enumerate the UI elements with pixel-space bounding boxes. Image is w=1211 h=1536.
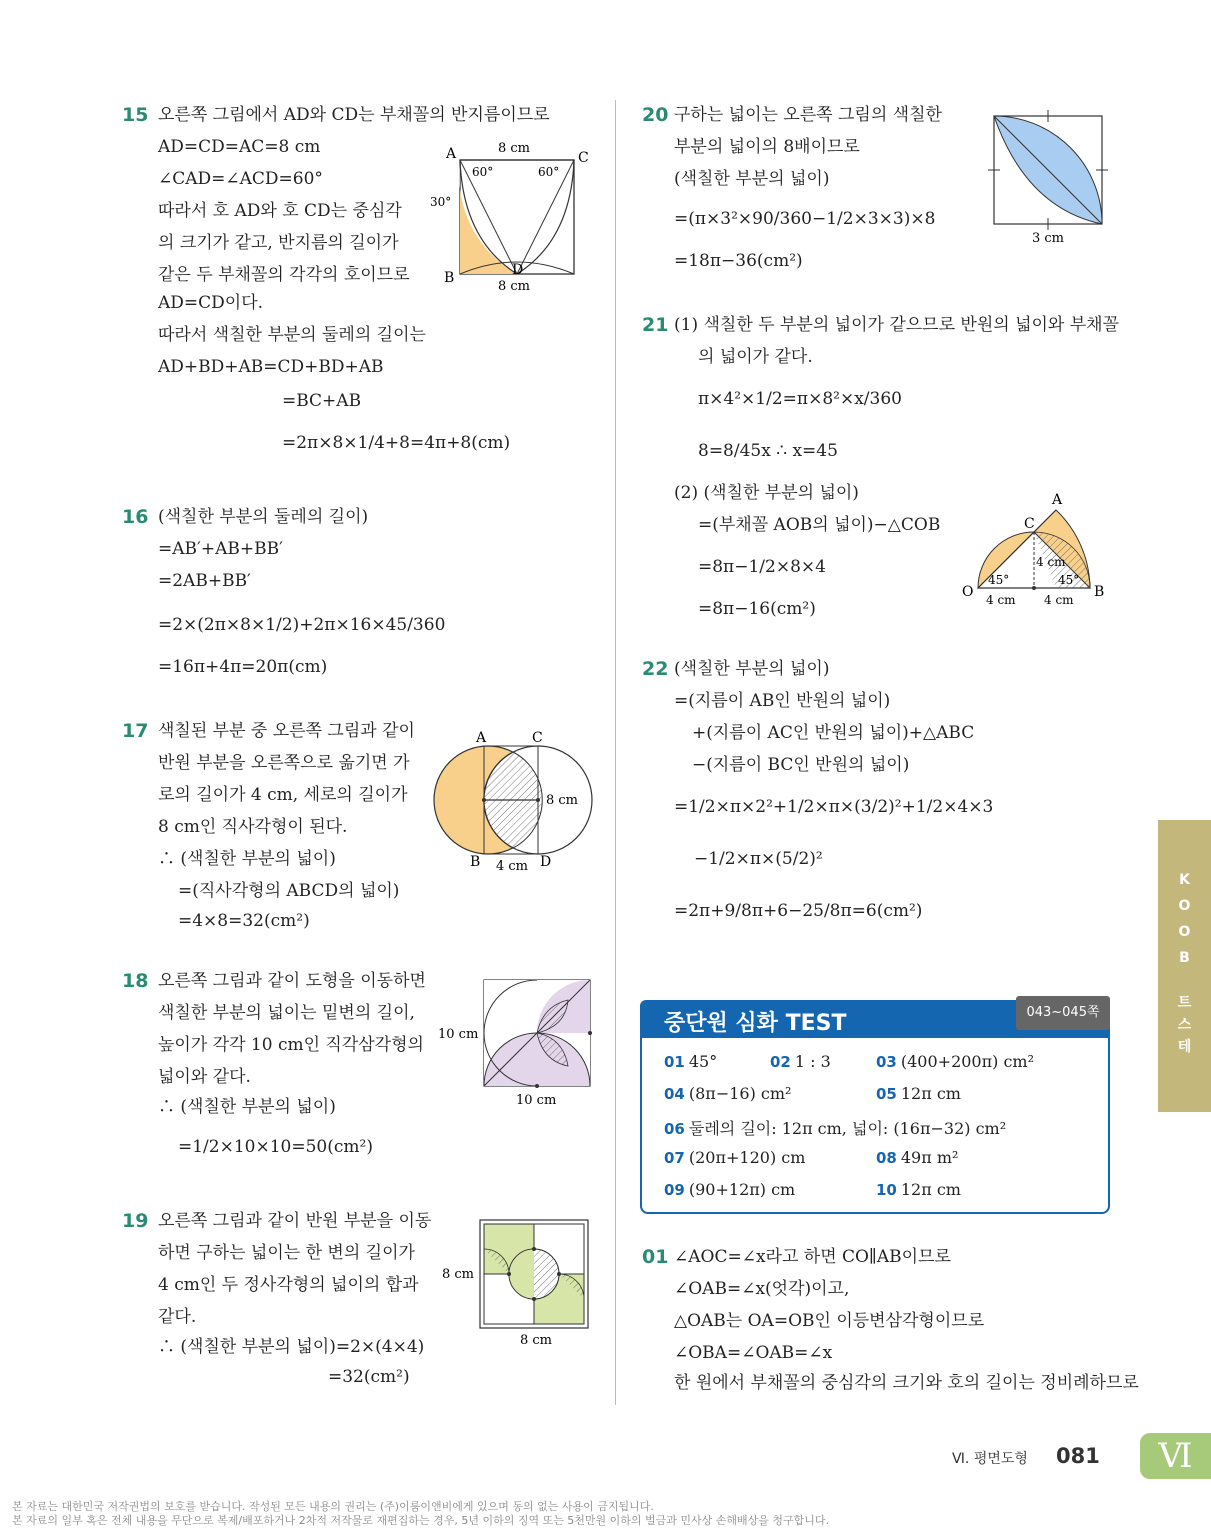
text-line: (색칠한 부분의 둘레의 길이) [158,507,369,527]
label-h: 4 cm [1036,555,1066,569]
text-line: 같은 두 부채꼴의 각각의 호이므로 [158,265,410,285]
label-bottom: 3 cm [1032,231,1065,244]
text-line: (1) 색칠한 두 부분의 넓이가 같으므로 반원의 넓이와 부채꼴 [674,315,1120,335]
answer-number: 04 [664,1085,685,1103]
problem-number: 20 [642,104,669,126]
problem-number: 01 [642,1246,669,1268]
text-line: −1/2×π×(5/2)² [694,849,823,869]
answer-number: 06 [664,1120,685,1138]
text-line: 반원 부분을 오른쪽으로 옮기면 가 [158,753,410,773]
problem-number: 16 [122,506,149,528]
answer-07 [664,1148,805,1167]
problem-21 [642,314,1120,624]
answer-08 [876,1148,958,1167]
label-d: D [540,854,552,870]
text-line: ∠AOC=∠x라고 하면 CO∥AB이므로 [674,1247,951,1267]
answer-number: 05 [876,1085,897,1103]
side-tab-char: 트 [1177,995,1192,1011]
text-line: (색칠한 부분의 넓이) [674,659,830,679]
text-line: 넓이와 같다. [158,1067,251,1087]
label-a: A [476,730,487,746]
text-line: (2) (색칠한 부분의 넓이) [674,483,859,503]
label-angle2: 60° [538,165,560,179]
label-angle3: 30° [430,195,452,209]
side-tab-char: O [1178,898,1191,914]
answer-value: 1 : 3 [794,1052,831,1071]
figure-20 [986,108,1112,244]
answer-number: 08 [876,1149,897,1167]
text-line: =18π−36(cm²) [674,251,803,271]
text-line: =16π+4π=20π(cm) [158,657,328,677]
chapter-badge: Ⅵ [1140,1433,1211,1479]
label-r: 4 cm [1044,593,1074,607]
text-line: =4×8=32(cm²) [178,911,310,931]
answer-value: (8π−16) cm² [688,1084,792,1103]
text-line: 오른쪽 그림과 같이 반원 부분을 이동 [158,1211,432,1231]
answer-value: (20π+120) cm [688,1148,806,1167]
text-line: 의 크기가 같고, 반지름의 길이가 [158,233,399,253]
figure-18 [438,976,598,1106]
label-c: C [1024,516,1035,532]
answer-value: 둘레의 길이: 12π cm, 넓이: (16π−32) cm² [688,1119,1007,1138]
text-line: 따라서 색칠한 부분의 둘레의 길이는 [158,325,426,345]
text-line: =2π×8×1/4+8=4π+8(cm) [282,433,511,453]
text-line: +(지름이 AC인 반원의 넓이)+△ABC [692,723,975,743]
label-a: A [1052,492,1063,508]
test-title: 중단원 심화 TEST [664,1011,847,1036]
text-line: ∠OBA=∠OAB=∠x [674,1343,833,1363]
label-side: 8 cm [442,1267,475,1282]
text-line: 8=8/45x ∴ x=45 [698,441,838,461]
answer-value: (90+12π) cm [688,1180,796,1199]
problem-number: 19 [122,1210,149,1232]
text-line: ∴ (색칠한 부분의 넓이) [158,1097,336,1117]
label-top: 8 cm [498,141,531,156]
text-line: AD+BD+AB=CD+BD+AB [158,357,384,377]
problem-18 [122,970,592,1170]
text-line: ∠CAD=∠ACD=60° [158,169,323,189]
problem-22 [642,658,1112,938]
answer-01 [664,1052,717,1071]
label-c: C [578,150,589,166]
text-line: =(부채꼴 AOB의 넓이)−△COB [698,515,941,535]
label-d: D [512,262,524,278]
figure-15 [430,140,592,290]
text-line: =8π−16(cm²) [698,599,816,619]
answer-number: 01 [664,1053,685,1071]
label-bottom: 10 cm [516,1093,557,1106]
text-line: 색칠된 부분 중 오른쪽 그림과 같이 [158,721,415,741]
label-c: C [532,730,543,746]
side-tab-char: B [1179,950,1190,966]
column-divider [615,100,616,1405]
problem-17 [122,720,592,940]
answer-04 [664,1084,791,1103]
answer-value: 12π cm [900,1084,961,1103]
text-line: 구하는 넓이는 오른쪽 그림의 색칠한 [674,105,942,125]
page-number: 081 [1056,1444,1100,1468]
answer-number: 02 [770,1053,791,1071]
text-line: 따라서 호 AD와 호 CD는 중심각 [158,201,402,221]
text-line: (색칠한 부분의 넓이) [674,169,830,189]
text-line: =(π×3²×90/360−1/2×3×3)×8 [674,209,936,229]
problem-20 [642,104,1112,284]
text-line: 로의 길이가 4 cm, 세로의 길이가 [158,785,408,805]
label-o: O [962,584,974,600]
answer-number: 07 [664,1149,685,1167]
problem-number: 15 [122,104,149,126]
problem-number: 22 [642,658,669,680]
text-line: AD=CD=AC=8 cm [158,137,321,157]
text-line: =32(cm²) [328,1367,410,1387]
text-line: −(지름이 BC인 반원의 넓이) [692,755,910,775]
label-angle1: 60° [472,165,494,179]
label-angle2: 45° [1058,573,1080,587]
label-bottom: 4 cm [496,859,529,874]
figure-17 [428,726,604,876]
side-tab-char: 스 [1177,1017,1192,1033]
text-line: 부분의 넓이의 8배이므로 [674,137,860,157]
answer-number: 10 [876,1181,897,1199]
text-line: △OAB는 OA=OB인 이등변삼각형이므로 [674,1311,985,1331]
text-line: 8 cm인 직사각형이 된다. [158,817,348,837]
text-line: =(직사각형의 ABCD의 넓이) [178,881,400,901]
problem-01 [642,1246,1139,1406]
answer-value: 49π m² [900,1148,959,1167]
problem-15 [122,104,592,464]
side-tab-char: 테 [1177,1039,1192,1055]
problem-19 [122,1210,592,1410]
text-line: 한 원에서 부채꼴의 중심각의 크기와 호의 길이는 정비례하므로 [674,1373,1139,1393]
answer-10 [876,1180,961,1199]
text-line: 높이가 각각 10 cm인 직각삼각형의 [158,1035,424,1055]
problem-number: 21 [642,314,669,336]
label-angle1: 45° [988,573,1010,587]
problem-16 [122,506,592,686]
text-line: 같다. [158,1307,197,1327]
label-l: 4 cm [986,593,1016,607]
label-b: B [470,854,481,870]
text-line: =1/2×10×10=50(cm²) [178,1137,373,1157]
text-line: =2π+9/8π+6−25/8π=6(cm²) [674,901,923,921]
answer-09 [664,1180,795,1199]
text-line: ∴ (색칠한 부분의 넓이)=2×(4×4) [158,1337,425,1357]
answer-05 [876,1084,961,1103]
text-line: =2×(2π×8×1/2)+2π×16×45/360 [158,615,446,635]
copyright-notice-2: 본 자료의 일부 혹은 전체 내용을 무단으로 복제/배포하거나 2차적 저작물로 재편집하는 경우, 5년 이하의 징역 또는 5천만원 이하의 벌금과 민사상 손해배상을 청구합니다. [12,1514,830,1527]
text-line: 의 넓이가 같다. [698,347,813,367]
text-line: =2AB+BB′ [158,571,251,591]
figure-19 [440,1216,600,1346]
label-a: A [446,146,457,162]
test-answers-panel [640,1036,1110,1214]
section-label: Ⅵ. 평면도형 [952,1451,1028,1467]
side-tab-test-book [1158,820,1211,1112]
text-line: 하면 구하는 넓이는 한 변의 길이가 [158,1243,415,1263]
answer-value: 12π cm [900,1180,961,1199]
figure-21 [960,488,1112,614]
problem-number: 17 [122,720,149,742]
text-line: =(지름이 AB인 반원의 넓이) [674,691,891,711]
text-line: =1/2×π×2²+1/2×π×(3/2)²+1/2×4×3 [674,797,994,817]
mid-unit-test-box [640,1000,1110,1212]
page-reference-badge: 043~045쪽 [1016,996,1110,1030]
label-bottom: 8 cm [498,279,531,290]
label-bottom: 8 cm [520,1333,553,1346]
text-line: 4 cm인 두 정사각형의 넓이의 합과 [158,1275,419,1295]
text-line: AD=CD이다. [158,293,264,313]
side-tab-char: O [1178,924,1191,940]
label-b: B [444,270,455,286]
copyright-notice-1: 본 자료는 대한민국 저작권법의 보호를 받습니다. 작성된 모든 내용의 권리는 (주)이룸이앤비에게 있으며 동의 없는 사용이 금지됩니다. [12,1500,654,1513]
answer-value: (400+200π) cm² [900,1052,1034,1071]
text-line: 오른쪽 그림과 같이 도형을 이동하면 [158,971,426,991]
label-side: 8 cm [546,793,579,808]
text-line: =AB′+AB+BB′ [158,539,283,559]
text-line: =8π−1/2×8×4 [698,557,826,577]
text-line: =BC+AB [282,391,362,411]
label-b: B [1094,584,1105,600]
text-line: ∴ (색칠한 부분의 넓이) [158,849,336,869]
answer-06 [664,1116,1006,1139]
answer-number: 09 [664,1181,685,1199]
text-line: 오른쪽 그림에서 AD와 CD는 부채꼴의 반지름이므로 [158,105,550,125]
text-line: ∠OAB=∠x(엇각)이고, [674,1279,850,1299]
answer-03 [876,1052,1034,1071]
side-tab-char: K [1179,872,1190,888]
answer-02 [770,1052,831,1071]
label-side: 10 cm [438,1027,479,1042]
answer-number: 03 [876,1053,897,1071]
answer-value: 45° [688,1052,718,1071]
problem-number: 18 [122,970,149,992]
text-line: 색칠한 부분의 넓이는 밑변의 길이, [158,1003,415,1023]
text-line: π×4²×1/2=π×8²×x/360 [698,389,902,409]
